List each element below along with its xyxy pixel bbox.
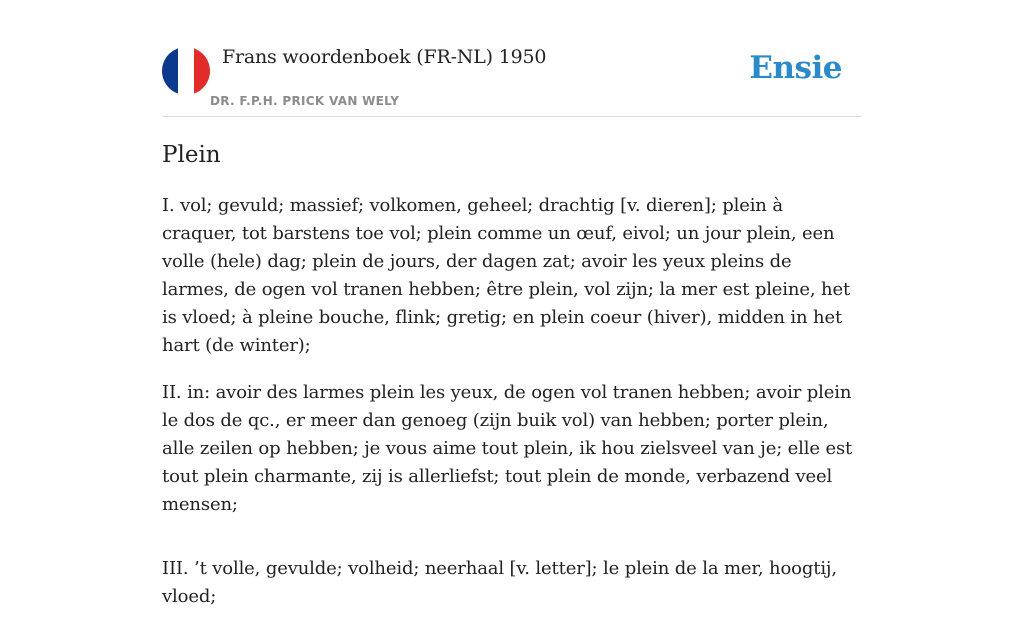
dictionary-header: [162, 0, 862, 117]
brand-logo[interactable]: Ensie: [749, 50, 842, 86]
flag-band-red: [194, 47, 210, 95]
entry-definitions: [162, 192, 862, 611]
page-container: [162, 0, 862, 630]
dictionary-author: DR. F.P.H. PRICK VAN WELY: [210, 94, 400, 108]
entry-headword: Plein: [162, 142, 221, 168]
flag-band-blue: [162, 47, 178, 95]
dictionary-title[interactable]: Frans woordenboek (FR-NL) 1950: [222, 46, 547, 68]
definition-paragraph: II. in: avoir des larmes plein les yeux, de ogen vol tranen hebben; avoir plein le dos de qc., er meer dan genoeg (zijn buik vol) van hebben; porter plein, alle zeilen op hebben; je vous aime tout plein, ik hou zielsveel van je; elle est tout plein charmante, zij is allerliefst; tout plein de monde, verbazend veel mensen;: [162, 382, 853, 515]
definition-paragraph: III. ’t volle, gevulde; volheid; neerhaal [v. letter]; le plein de la mer, hoogtij, vloed;: [162, 558, 837, 607]
france-flag-icon: [162, 47, 210, 95]
definition-paragraph: I. vol; gevuld; massief; volkomen, geheel; drachtig [v. dieren]; plein à craquer, tot barstens toe vol; plein comme un œuf, eivol; un jour plein, een volle (hele) dag; plein de jours, der dagen zat; avoir les yeux pleins de larmes, de ogen vol tranen hebben; être plein, vol zijn; la mer est pleine, het is vloed; à pleine bouche, flink; gretig; en plein coeur (hiver), midden in het hart (de winter);: [162, 195, 851, 356]
flag-band-white: [178, 47, 194, 95]
